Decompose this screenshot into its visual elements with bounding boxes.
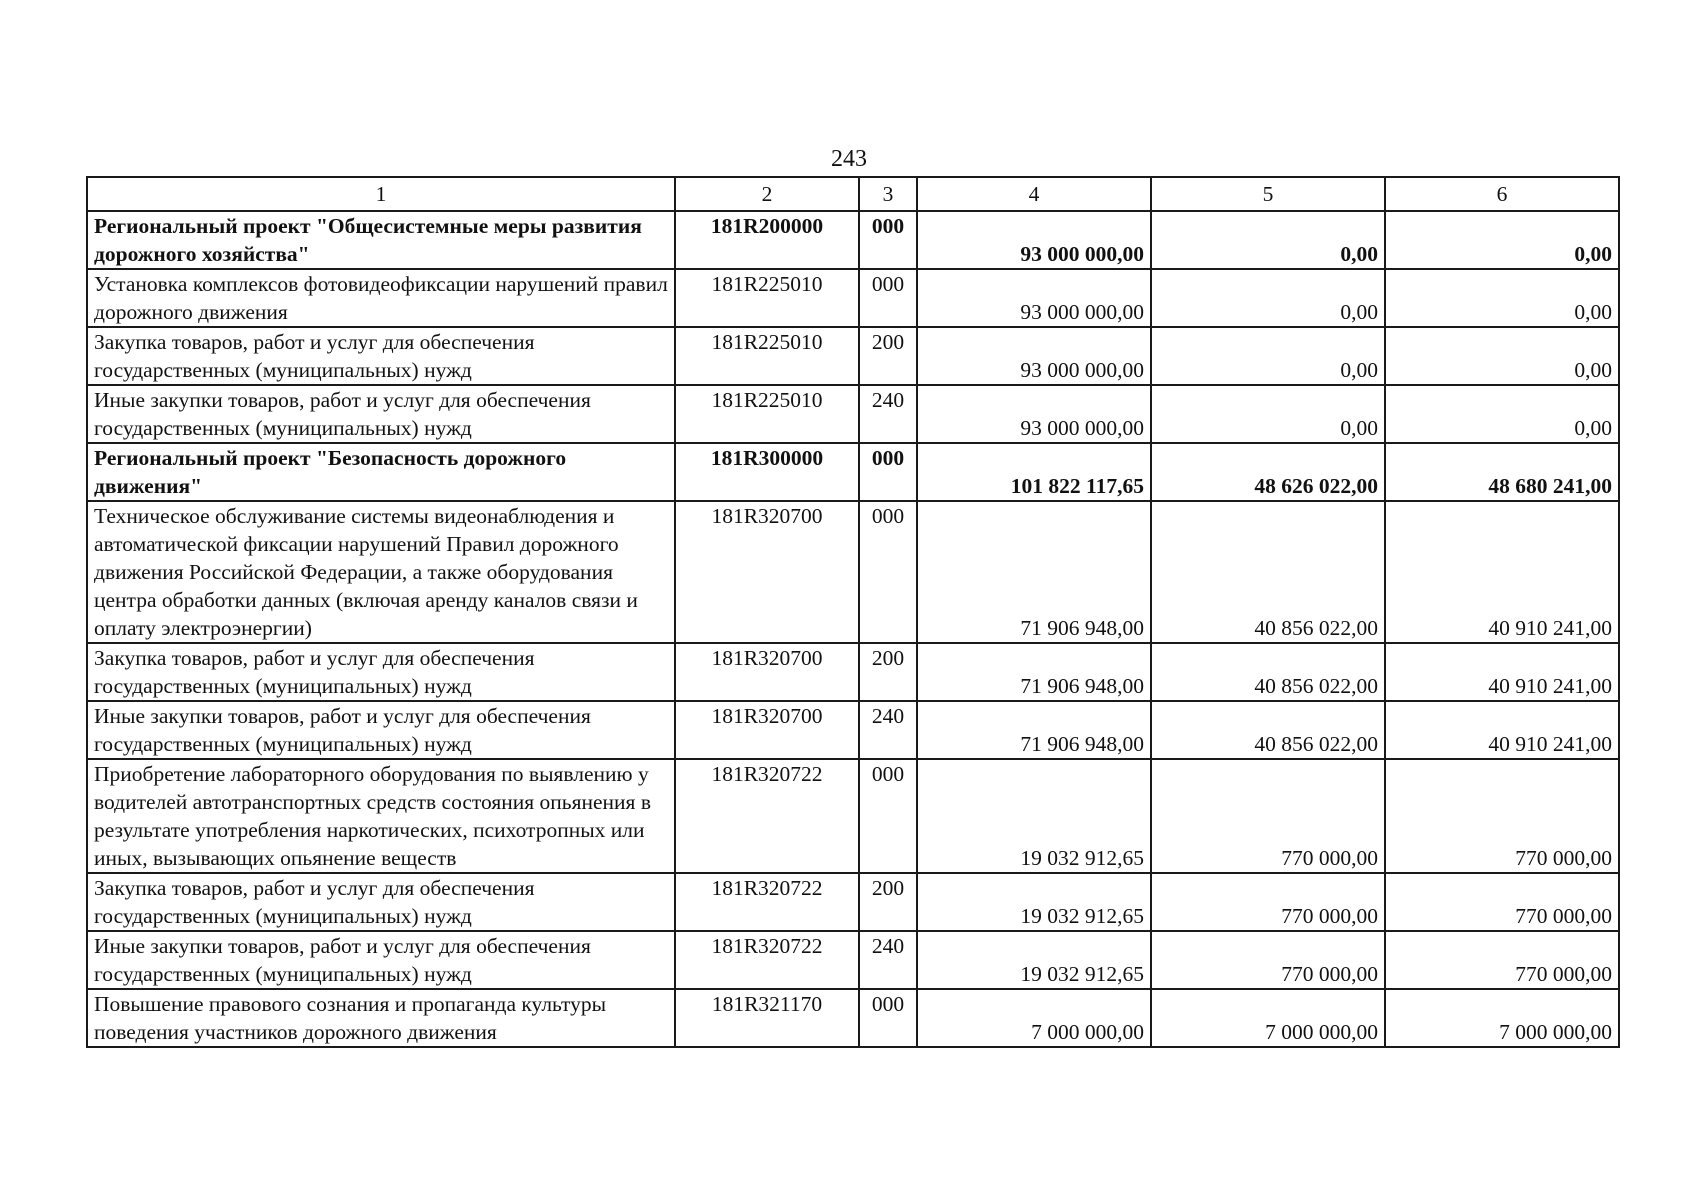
table-row (87, 873, 1619, 931)
row-code: 181R320700 (675, 643, 859, 701)
row-amount-col-5: 40 856 022,00 (1151, 643, 1385, 701)
row-amount-col-6: 7 000 000,00 (1385, 989, 1619, 1047)
row-amount-col-4: 19 032 912,65 (917, 759, 1151, 873)
header-col-1: 1 (87, 177, 675, 211)
row-expense-kind: 000 (859, 759, 917, 873)
row-name: Закупка товаров, работ и услуг для обеспечения государственных (муниципальных) нужд (87, 643, 675, 701)
row-name: Закупка товаров, работ и услуг для обеспечения государственных (муниципальных) нужд (87, 873, 675, 931)
row-amount-col-6: 48 680 241,00 (1385, 443, 1619, 501)
header-col-2: 2 (675, 177, 859, 211)
row-code: 181R320700 (675, 701, 859, 759)
row-amount-col-5: 40 856 022,00 (1151, 701, 1385, 759)
row-code: 181R200000 (675, 211, 859, 269)
row-amount-col-6: 770 000,00 (1385, 873, 1619, 931)
row-amount-col-4: 71 906 948,00 (917, 701, 1151, 759)
row-name: Иные закупки товаров, работ и услуг для обеспечения государственных (муниципальных) нужд (87, 931, 675, 989)
row-expense-kind: 000 (859, 443, 917, 501)
row-amount-col-4: 71 906 948,00 (917, 643, 1151, 701)
row-expense-kind: 240 (859, 931, 917, 989)
row-code: 181R320722 (675, 759, 859, 873)
row-amount-col-5: 0,00 (1151, 269, 1385, 327)
row-amount-col-4: 93 000 000,00 (917, 327, 1151, 385)
row-expense-kind: 200 (859, 327, 917, 385)
row-amount-col-5: 0,00 (1151, 327, 1385, 385)
row-expense-kind: 000 (859, 501, 917, 643)
row-name: Техническое обслуживание системы видеонаблюдения и автоматической фиксации нарушений Правил дорожного движения Российской Федерации, а также оборудования центра обработки данных (включая аренду каналов связи и оплату электроэнергии) (87, 501, 675, 643)
row-name: Установка комплексов фотовидеофиксации нарушений правил дорожного движения (87, 269, 675, 327)
row-amount-col-4: 19 032 912,65 (917, 931, 1151, 989)
table-row (87, 211, 1619, 269)
row-amount-col-5: 770 000,00 (1151, 873, 1385, 931)
row-code: 181R225010 (675, 269, 859, 327)
row-amount-col-6: 40 910 241,00 (1385, 643, 1619, 701)
table-row (87, 701, 1619, 759)
row-code: 181R225010 (675, 327, 859, 385)
row-amount-col-5: 7 000 000,00 (1151, 989, 1385, 1047)
row-amount-col-6: 770 000,00 (1385, 759, 1619, 873)
row-amount-col-4: 93 000 000,00 (917, 385, 1151, 443)
row-amount-col-4: 71 906 948,00 (917, 501, 1151, 643)
row-expense-kind: 000 (859, 269, 917, 327)
header-col-6: 6 (1385, 177, 1619, 211)
table-row (87, 643, 1619, 701)
row-code: 181R321170 (675, 989, 859, 1047)
row-name: Приобретение лабораторного оборудования по выявлению у водителей автотранспортных средств состояния опьянения в результате употребления наркотических, психотропных или иных, вызывающих опьянение веществ (87, 759, 675, 873)
row-amount-col-6: 0,00 (1385, 327, 1619, 385)
row-name: Региональный проект "Безопасность дорожного движения" (87, 443, 675, 501)
table-row (87, 989, 1619, 1047)
row-amount-col-4: 19 032 912,65 (917, 873, 1151, 931)
table-row (87, 501, 1619, 643)
header-col-5: 5 (1151, 177, 1385, 211)
row-expense-kind: 000 (859, 989, 917, 1047)
row-expense-kind: 200 (859, 873, 917, 931)
row-amount-col-6: 0,00 (1385, 269, 1619, 327)
table-row (87, 931, 1619, 989)
header-col-4: 4 (917, 177, 1151, 211)
row-amount-col-4: 93 000 000,00 (917, 211, 1151, 269)
row-amount-col-6: 40 910 241,00 (1385, 701, 1619, 759)
table-row (87, 385, 1619, 443)
header-row (87, 177, 1619, 211)
table-row (87, 759, 1619, 873)
table-row (87, 269, 1619, 327)
row-expense-kind: 240 (859, 385, 917, 443)
budget-table (86, 176, 1620, 1048)
row-amount-col-6: 40 910 241,00 (1385, 501, 1619, 643)
row-amount-col-5: 770 000,00 (1151, 759, 1385, 873)
row-name: Повышение правового сознания и пропаганда культуры поведения участников дорожного движения (87, 989, 675, 1047)
row-amount-col-5: 0,00 (1151, 211, 1385, 269)
table-body (87, 211, 1619, 1047)
row-code: 181R225010 (675, 385, 859, 443)
row-code: 181R320722 (675, 931, 859, 989)
row-name: Региональный проект "Общесистемные меры развития дорожного хозяйства" (87, 211, 675, 269)
table-row (87, 443, 1619, 501)
row-amount-col-4: 93 000 000,00 (917, 269, 1151, 327)
row-amount-col-6: 0,00 (1385, 385, 1619, 443)
row-amount-col-4: 101 822 117,65 (917, 443, 1151, 501)
row-amount-col-6: 0,00 (1385, 211, 1619, 269)
row-amount-col-4: 7 000 000,00 (917, 989, 1151, 1047)
row-expense-kind: 240 (859, 701, 917, 759)
row-expense-kind: 200 (859, 643, 917, 701)
row-code: 181R300000 (675, 443, 859, 501)
row-amount-col-6: 770 000,00 (1385, 931, 1619, 989)
row-code: 181R320722 (675, 873, 859, 931)
row-code: 181R320700 (675, 501, 859, 643)
header-col-3: 3 (859, 177, 917, 211)
row-amount-col-5: 770 000,00 (1151, 931, 1385, 989)
row-amount-col-5: 0,00 (1151, 385, 1385, 443)
row-name: Иные закупки товаров, работ и услуг для обеспечения государственных (муниципальных) нужд (87, 701, 675, 759)
row-expense-kind: 000 (859, 211, 917, 269)
row-amount-col-5: 40 856 022,00 (1151, 501, 1385, 643)
table-row (87, 327, 1619, 385)
row-name: Иные закупки товаров, работ и услуг для обеспечения государственных (муниципальных) нужд (87, 385, 675, 443)
row-name: Закупка товаров, работ и услуг для обеспечения государственных (муниципальных) нужд (87, 327, 675, 385)
row-amount-col-5: 48 626 022,00 (1151, 443, 1385, 501)
page-number: 243 (831, 146, 867, 172)
